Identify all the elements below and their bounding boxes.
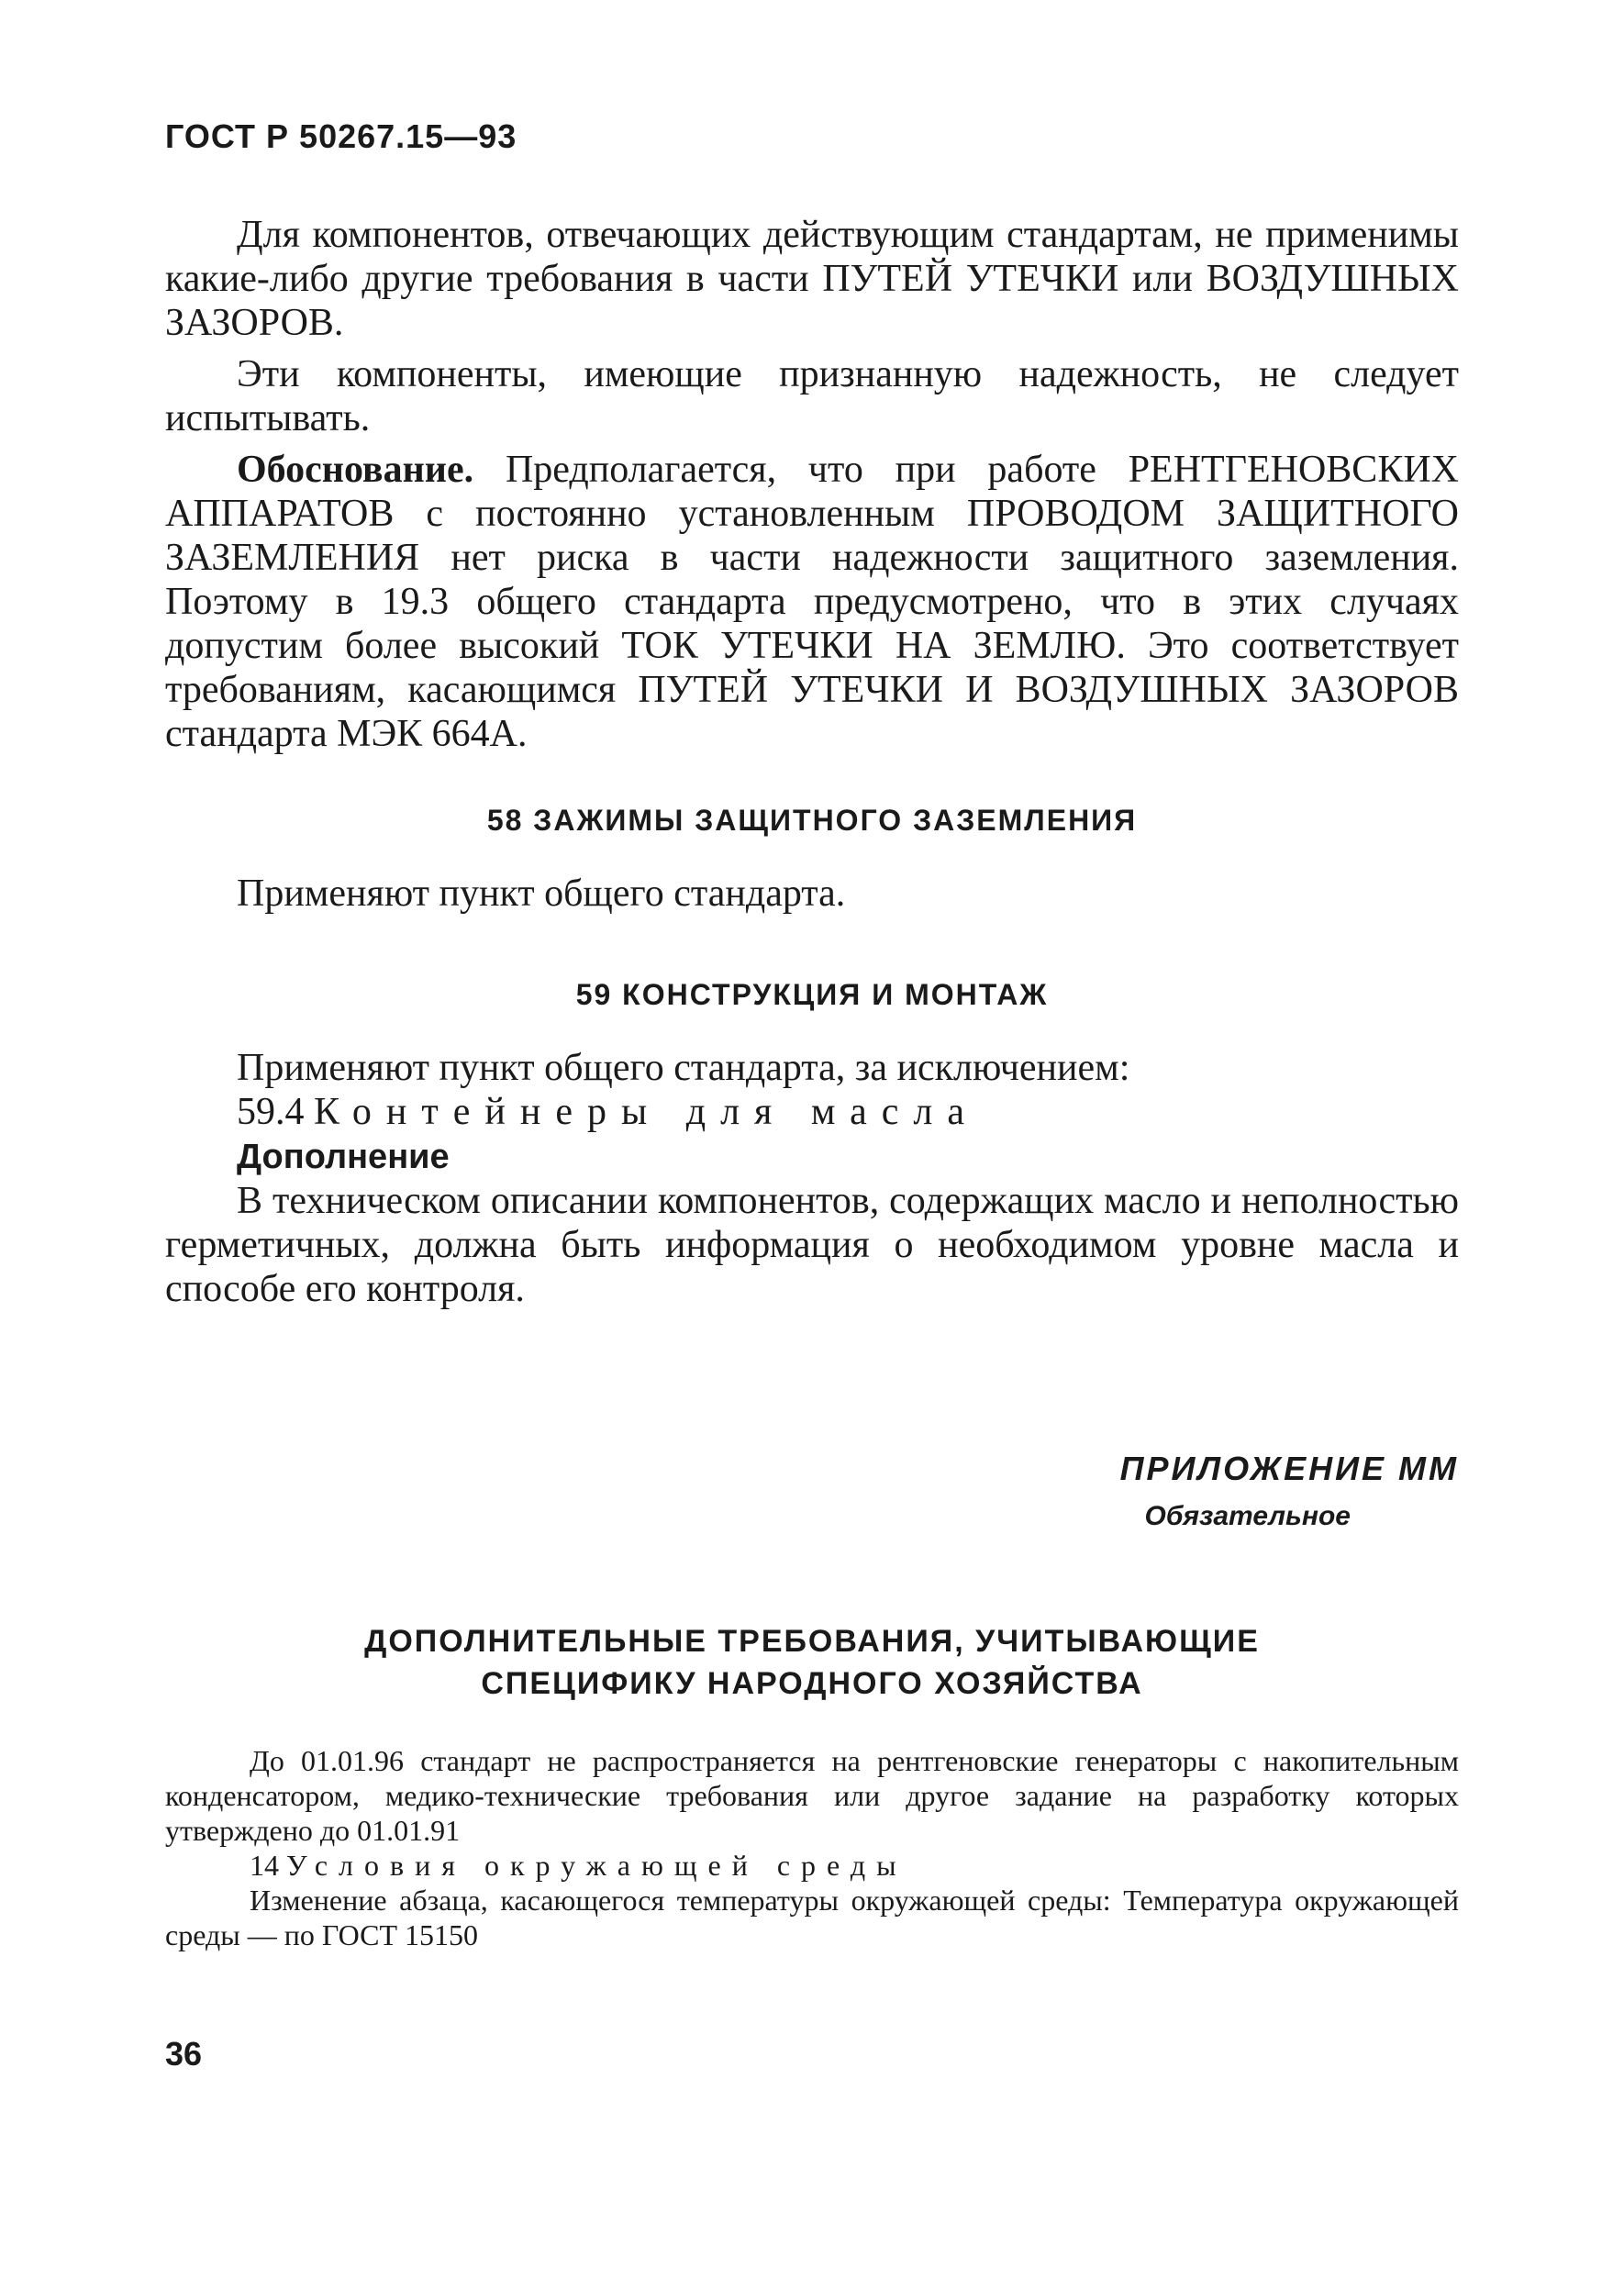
main-title-line-1: ДОПОЛНИТЕЛЬНЫЕ ТРЕБОВАНИЯ, УЧИТЫВАЮЩИЕ [364, 1624, 1260, 1659]
justification-text: Предполагается, что при работе РЕНТГЕНОВСКИХ АППАРАТОВ с постоянно установленным ПРОВОДОМ ЗАЩИТНОГО ЗАЗЕМЛЕНИЯ нет риска в части надежности защитного заземления. Поэтому в 19.3 общего стандарта предусмотрено, что в этих случаях допустим более высокий ТОК УТЕЧКИ НА ЗЕМЛЮ. Это соответствует требованиям, касающимся ПУТЕЙ УТЕЧКИ И ВОЗДУШНЫХ ЗАЗОРОВ стандарта МЭК 664А. [165, 449, 1459, 755]
appendix-paragraph-3: Изменение абзаца, касающегося температуры окружающей среды: Температура окружающей среды — по ГОСТ 15150 [165, 1884, 1459, 1951]
intro-block [165, 213, 1459, 756]
addition-label: Дополнение [237, 1138, 450, 1176]
addition-text: В техническом описании компонентов, содержащих масло и неполностью герметичных, должна быть информация о необходимом уровне масла и способе его контроля. [165, 1180, 1459, 1310]
section-58-text: Применяют пункт общего стандарта. [237, 873, 846, 915]
subsection-title: Контейнеры для масла [314, 1091, 980, 1133]
section-59-body [165, 1046, 1459, 1311]
page-number: 36 [165, 2035, 203, 2073]
justification-paragraph [165, 448, 1459, 756]
justification-lead: Обоснование. [237, 449, 474, 491]
intro-paragraph-1: Для компонентов, отвечающих действующим стандартам, не применимы какие-либо другие требования в части ПУТЕЙ УТЕЧКИ или ВОЗДУШНЫХ ЗАЗОРОВ. [165, 214, 1459, 344]
appendix-subtitle: Обязательное [1144, 1501, 1351, 1531]
section-58-title: 58 ЗАЖИМЫ ЗАЩИТНОГО ЗАЗЕМЛЕНИЯ [486, 804, 1138, 837]
appendix-heading [1120, 1450, 1459, 1532]
addition-label-line [165, 1134, 1459, 1179]
appendix-body [165, 1743, 1459, 1952]
appendix-main-title [165, 1620, 1459, 1705]
main-title-line-2: СПЕЦИФИКУ НАРОДНОГО ХОЗЯЙСТВА [481, 1666, 1143, 1701]
section-58-body [165, 872, 1459, 916]
appendix-paragraph-1: До 01.01.96 стандарт не распространяется на рентгеновские генераторы с накопительным конденсатором, медико-технические требования или другое задание на разработку которых утверждено до 01.01.91 [165, 1744, 1459, 1847]
clause-title: Условия окружающей среды [286, 1849, 907, 1882]
section-59-title: 59 КОНСТРУКЦИЯ И МОНТАЖ [575, 978, 1049, 1011]
clause-number: 14 [250, 1849, 279, 1882]
intro-paragraph-2: Эти компоненты, имеющие признанную надежность, не следует испытывать. [165, 353, 1459, 439]
subsection-number: 59.4 [237, 1091, 305, 1133]
section-59-text: Применяют пункт общего стандарта, за исключением: [237, 1047, 1130, 1089]
appendix-paragraph-2 [165, 1848, 1459, 1883]
document-header: ГОСТ Р 50267.15—93 [165, 117, 517, 155]
subsection-59-4 [165, 1090, 1459, 1134]
appendix-title: ПРИЛОЖЕНИЕ ММ [1119, 1450, 1459, 1487]
